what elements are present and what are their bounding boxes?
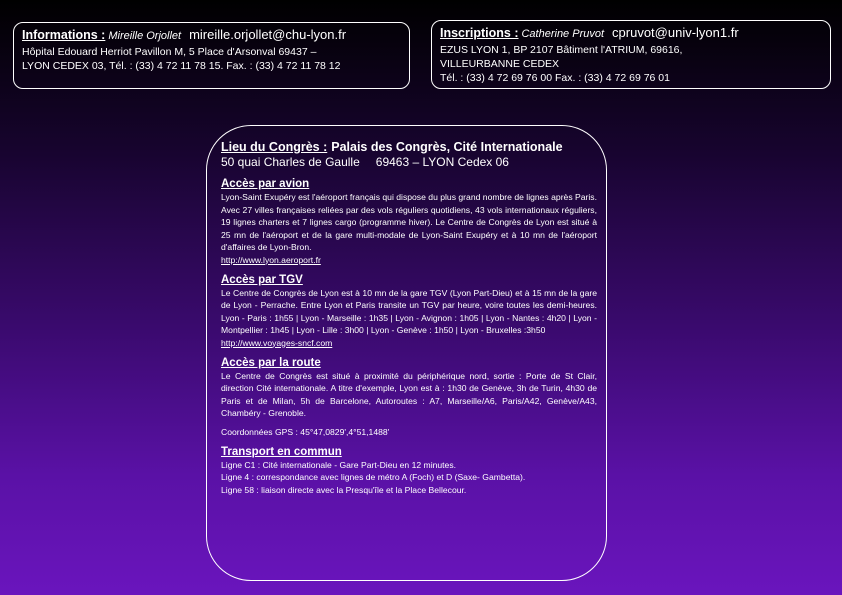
transport-line: Ligne C1 : Cité internationale - Gare Part-Dieu en 12 minutes. [221, 459, 457, 470]
section-title: Accès par la route [221, 356, 321, 369]
section-title: Accès par TGV [221, 273, 303, 286]
venue-box [206, 125, 607, 581]
inscriptions-address-line: EZUS LYON 1, BP 2107 Bâtiment l'ATRIUM, 69616, [440, 44, 683, 56]
inscriptions-header [440, 26, 822, 41]
inscriptions-address [440, 43, 822, 85]
inscriptions-box [431, 20, 831, 89]
informations-address-line: LYON CEDEX 03, Tél. : (33) 4 72 11 78 15. Fax. : (33) 4 72 11 78 12 [22, 60, 341, 72]
section-body: Le Centre de Congrès est situé à proximité du périphérique nord, sortie : Porte de St Clair, direction Cité internationale. A titre d'exemple, Lyon est à : 1h30 de Genève, 3h de Turin, 4h30 de Paris et de Milan, 5h de Barcelone, Autoroutes : A7, Marseille/A6, Paris/A42, Genève/A43, Chambéry - Grenoble. [221, 370, 597, 418]
venue-city: 69463 – LYON Cedex 06 [375, 155, 509, 169]
informations-address [22, 45, 401, 73]
informations-header [22, 28, 401, 43]
inscriptions-address-line: VILLEURBANNE CEDEX [440, 58, 560, 70]
venue-label: Lieu du Congrès : [221, 140, 328, 154]
inscriptions-email-link[interactable]: cpruvot@univ-lyon1.fr [612, 25, 739, 40]
section-commun [221, 446, 598, 497]
section-title: Accès par avion [221, 178, 310, 190]
sncf-link[interactable]: http://www.voyages-sncf.com [221, 337, 333, 348]
section-body: Lyon-Saint Exupéry est l'aéroport français qui dispose du plus grand nombre de lignes après Paris. Avec 27 villes françaises reliées par des vols réguliers quotidiens, 43 vols internationaux réguliers, 19 lignes charters et 7 lignes cargo (programme hiver). Le Centre de Congrès de Lyon est situé à 25 mn de l'aéroport et de la gare multi-modale de Lyon-Saint Exupéry et à 10 mn de l'aéroport d'affaires de Lyon-Bron. [221, 192, 597, 252]
transport-line: Ligne 58 : liaison directe avec la Presqu'île et la Place Bellecour. [221, 484, 467, 495]
informations-box [13, 22, 410, 89]
transport-line: Ligne 4 : correspondance avec lignes de métro A (Foch) et D (Saxe- Gambetta). [221, 472, 526, 482]
section-avion [221, 178, 598, 266]
airport-link[interactable]: http://www.lyon.aeroport.fr [221, 254, 321, 265]
venue-street: 50 quai Charles de Gaulle [221, 155, 360, 169]
informations-name: Mireille Orjollet [108, 30, 182, 42]
informations-address-line: Hôpital Edouard Herriot Pavillon M, 5 Place d'Arsonval 69437 – [22, 46, 317, 58]
section-title: Transport en commun [221, 445, 342, 458]
venue-heading [221, 140, 598, 155]
inscriptions-label: Inscriptions : [440, 26, 519, 40]
section-tgv [221, 274, 598, 349]
section-body: Le Centre de Congrès de Lyon est à 10 mn de la gare TGV (Lyon Part-Dieu) et à 15 mn de la gare de Lyon - Perrache. Entre Lyon et Paris transite un TGV par heure, voire toutes les demi-heures. Lyon - Paris : 1h55 | Lyon - Marseille : 1h35 | Lyon - Avignon : 1h05 | Lyon - Nantes : 4h20 | Lyon - Montpellier : 1h45 | Lyon - Lille : 3h00 | Lyon - Genève : 1h50 | Lyon - Bruxelles :3h50 [221, 287, 597, 335]
informations-email-link[interactable]: mireille.orjollet@chu-lyon.fr [189, 27, 347, 42]
informations-label: Informations : [22, 28, 106, 42]
venue-address [221, 155, 598, 170]
gps-coordinates: Coordonnées GPS : 45°47,0829',4°51,1488' [221, 426, 390, 437]
venue-name: Palais des Congrès, Cité Internationale [331, 140, 563, 154]
inscriptions-address-line: Tél. : (33) 4 72 69 76 00 Fax. : (33) 4 72 69 76 01 [440, 72, 670, 84]
section-route [221, 357, 598, 438]
inscriptions-name: Catherine Pruvot [521, 28, 605, 40]
